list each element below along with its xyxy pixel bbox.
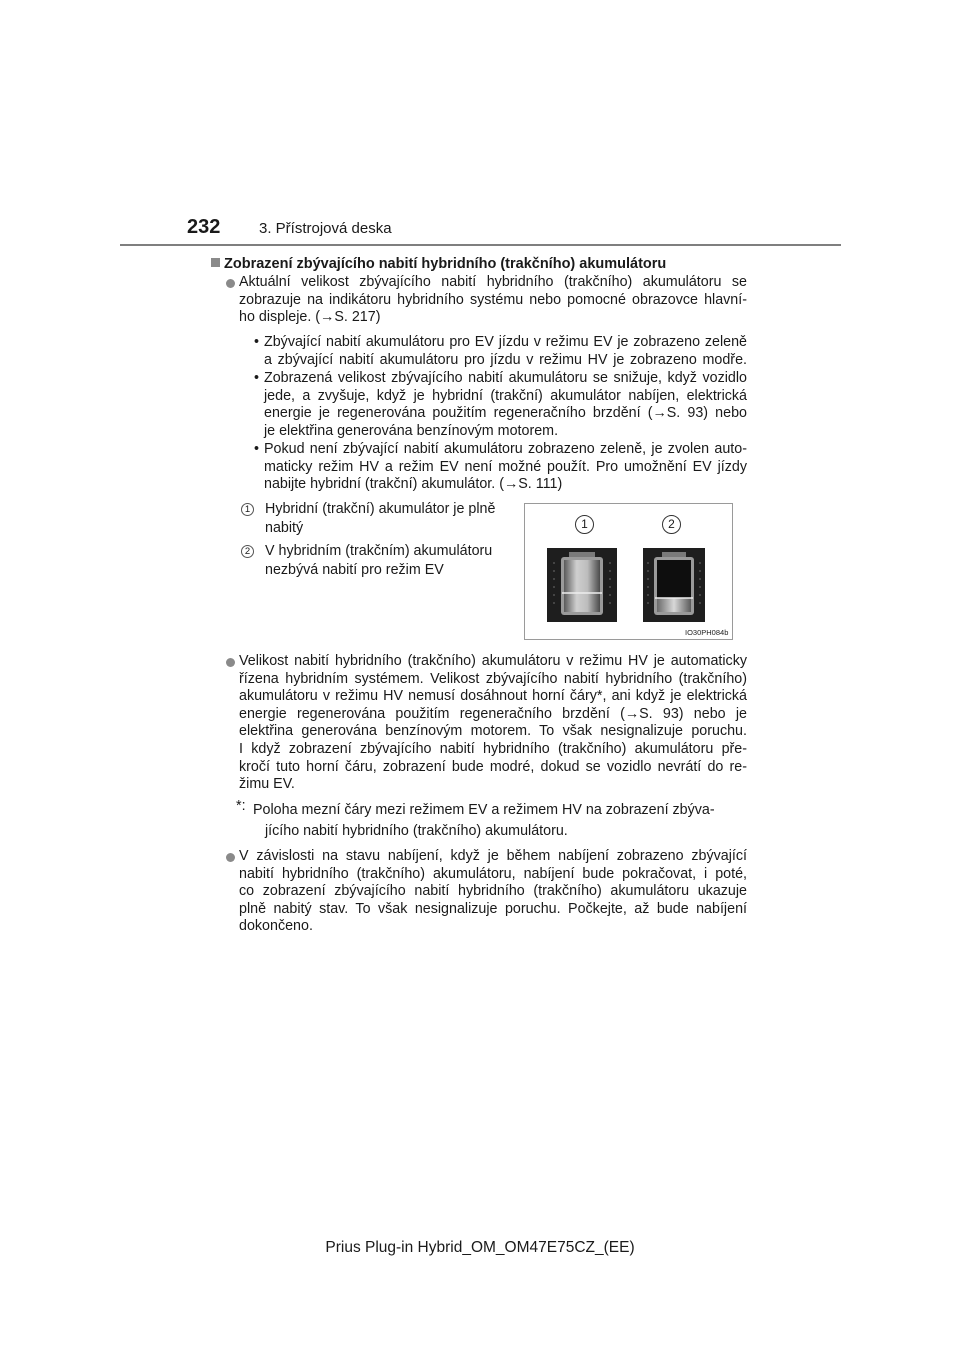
text-line: Zbývající nabití akumulátoru pro EV jízdu v režimu EV je zobrazeno zeleně — [264, 334, 747, 350]
text-line: Zobrazená velikost zbývajícího nabití akumulátoru se snižuje, když vozidlo — [264, 370, 747, 386]
text-line: I když zobrazení zbývajícího nabití hybridního (trakčního) akumulátoru pře- — [239, 740, 747, 757]
text-line: je elektřina generována benzínovým motorem. — [264, 422, 559, 439]
text-line: zobrazuje na indikátoru hybridního systému nebo pomocné obrazovce hlavní- — [239, 291, 747, 308]
text-line: plně nabitý stav. To však nesignalizuje poruchu. Počkejte, až bude nabíjení — [239, 900, 747, 917]
text-line: nabitý — [265, 519, 304, 536]
text-line: dokončeno. — [239, 918, 313, 935]
text-line: energie je regenerována použitím regeneračního brzdění (→S. 93) nebo — [264, 405, 747, 422]
round-bullet-icon — [226, 853, 235, 862]
text-line: V hybridním (trakčním) akumulátoru — [265, 543, 493, 559]
footnote-marker: *: — [236, 798, 246, 814]
section-heading — [211, 256, 666, 272]
figure-callout-1: 1 — [575, 515, 594, 534]
figure-callout-2: 2 — [662, 515, 681, 534]
text-line: Hybridní (trakční) akumulátor je plně — [265, 501, 496, 517]
text-line: kročí tuto horní čáru, zobrazení bude modré, dokud se vozidlo nevrátí do re- — [239, 758, 747, 775]
text-line: V závislosti na stavu nabíjení, když je během nabíjení zobrazeno zbývající — [239, 848, 747, 864]
chapter-title: 3. Přístrojová deska — [259, 220, 392, 237]
text-line: nezbývá nabití pro režim EV — [265, 561, 444, 578]
sub-item-3 — [264, 441, 747, 494]
bullet-paragraph-3 — [239, 848, 747, 936]
text-line: ho displeje. (→S. 217) — [239, 309, 381, 326]
page-number: 232 — [187, 216, 221, 238]
text-line: žimu EV. — [239, 776, 295, 793]
bullet-paragraph-1 — [239, 274, 747, 327]
legend-item-1 — [265, 500, 517, 537]
legend-number-1: 1 — [241, 503, 254, 516]
header-divider — [120, 244, 841, 246]
text-line: elektřina generována benzínovým motorem. To však nesignalizuje poruchu. — [239, 723, 747, 740]
round-bullet-icon — [226, 658, 235, 667]
legend-item-2 — [265, 542, 517, 579]
sub-bullet-marker: • — [254, 441, 260, 457]
figure-code: IO30PH084b — [685, 628, 729, 637]
text-line: Aktuální velikost zbývajícího nabití hybridního (trakčního) akumulátoru se — [239, 274, 747, 290]
battery-full-icon — [547, 548, 617, 622]
text-line: jícího nabití hybridního (trakčního) akumulátoru. — [265, 823, 568, 839]
text-line: řízena hybridním systémem. Velikost zbývajícího nabití hybridního (trakčního) — [239, 670, 747, 687]
battery-figure — [524, 503, 733, 640]
text-line: akumulátoru v režimu HV nemusí dosáhnout horní čáry*, ani když je elektrická — [239, 688, 747, 705]
legend-number-2: 2 — [241, 545, 254, 558]
text-line: nabití hybridního (trakčního) akumulátoru, nabíjení bude pokračovat, i poté, — [239, 865, 747, 882]
text-line: co zobrazení zbývajícího nabití hybridního (trakčního) akumulátoru ukazuje — [239, 883, 747, 900]
text-line: jede, a zvyšuje, když je hybridní (trakční) akumulátor nabíjen, elektrická — [264, 387, 747, 404]
text-line: a zbývající nabití akumulátoru pro jízdu v režimu HV je zobrazeno modře. — [264, 351, 747, 368]
sub-bullet-marker: • — [254, 370, 260, 386]
bullet-paragraph-2 — [239, 653, 747, 794]
text-line: Poloha mezní čáry mezi režimem EV a režimem HV na zobrazení zbýva- — [253, 802, 715, 818]
section-heading-text: Zobrazení zbývajícího nabití hybridního (trakčního) akumulátoru — [224, 256, 667, 272]
round-bullet-icon — [226, 279, 235, 288]
footnote-text — [253, 800, 747, 842]
sub-item-1 — [264, 334, 747, 369]
square-bullet-icon — [211, 258, 220, 267]
text-line: maticky režim HV a režim EV není možné použít. Pro umožnění EV jízdy — [264, 458, 747, 475]
sub-item-2 — [264, 370, 747, 440]
document-footer: Prius Plug-in Hybrid_OM_OM47E75CZ_(EE) — [325, 1239, 635, 1256]
text-line: Pokud není zbývající nabití akumulátoru zobrazeno zeleně, je zvolen auto- — [264, 441, 747, 457]
text-line: energie regenerována použitím regeneračního brzdění (→S. 93) nebo je — [239, 705, 747, 722]
battery-empty-icon — [643, 548, 705, 622]
sub-bullet-marker: • — [254, 334, 260, 350]
text-line: nabijte hybridní (trakční) akumulátor. (→S. 111) — [264, 476, 563, 493]
text-line: Velikost nabití hybridního (trakčního) akumulátoru v režimu HV je automaticky — [239, 653, 747, 669]
